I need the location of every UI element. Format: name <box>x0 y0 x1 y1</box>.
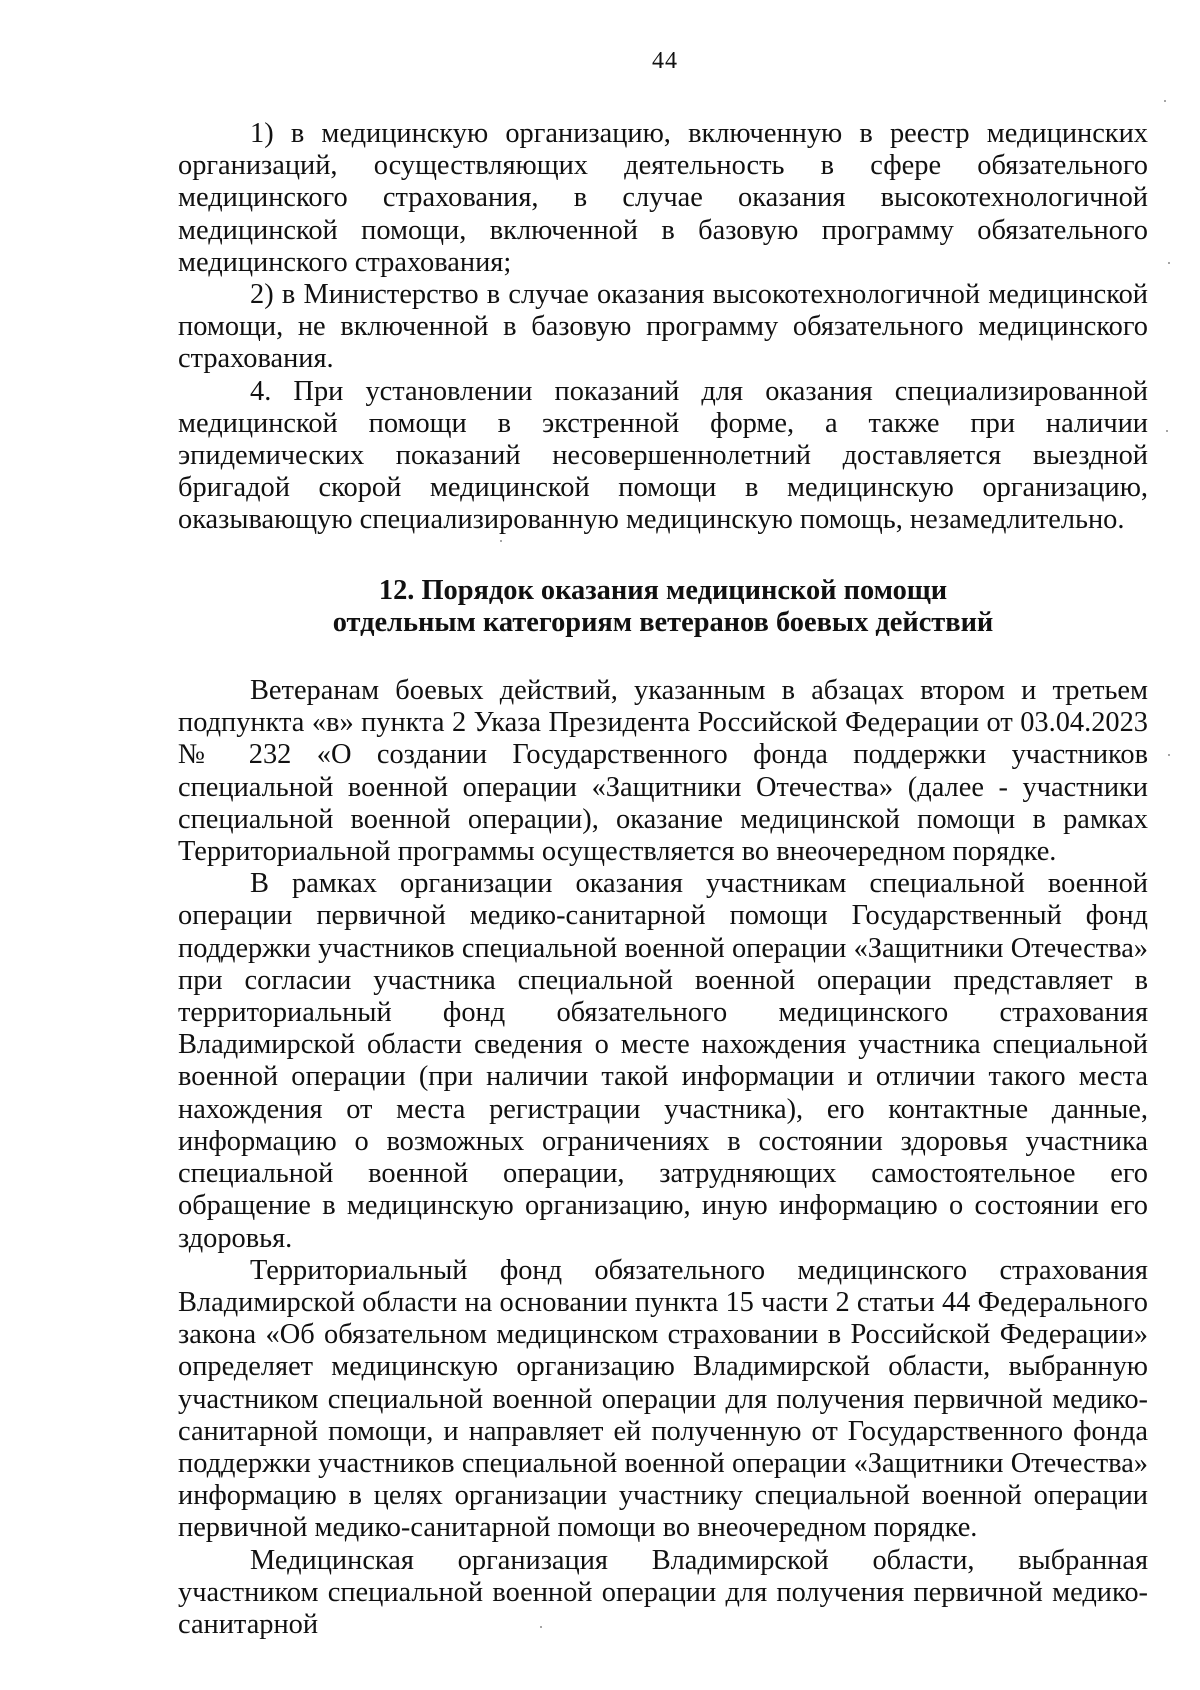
paragraph-point-4: 4. При установлении показаний для оказания специализированной медицинской помощи в экстренной форме, а также при наличии эпидемических показаний несовершеннолетний доставляется выездной бригадой скорой медицинской помощи в медицинскую организацию, оказывающую специализированную медицинскую помощь, незамедлительно. <box>178 375 1148 536</box>
section-heading <box>178 575 1148 639</box>
paragraph-territorial-fund: Территориальный фонд обязательного медицинского страхования Владимирской области на основании пункта 15 части 2 статьи 44 Федерального закона «Об обязательном медицинском страховании в Российской Федерации» определяет медицинскую организацию Владимирской области, выбранную участником специальной военной операции для получения первичной медико-санитарной помощи, и направляет ей полученную от Государственного фонда поддержки участников специальной военной операции «Защитники Отечества» информацию в целях организации участнику специальной военной операции первичной медико-санитарной помощи во внеочередном порядке. <box>178 1254 1148 1544</box>
document-body <box>178 118 1148 1641</box>
paragraph-medical-organization: Медицинская организация Владимирской области, выбранная участником специальной военной операции для получения первичной медико-санитарной <box>178 1544 1148 1640</box>
paragraph-item-1: 1) в медицинскую организацию, включенную в реестр медицинских организаций, осуществляющих деятельность в сфере обязательного медицинского страхования, в случае оказания высокотехнологичной медицинской помощи, включенной в базовую программу обязательного медицинского страхования; <box>178 118 1148 278</box>
scan-speck <box>1164 100 1166 102</box>
paragraph-item-2: 2) в Министерство в случае оказания высокотехнологичной медицинской помощи, не включенной в базовую программу обязательного медицинского страхования. <box>178 279 1148 375</box>
scan-speck <box>1168 754 1170 756</box>
scan-speck <box>500 540 502 542</box>
section-heading-line-2: отдельным категориям ветеранов боевых действий <box>332 606 994 638</box>
page-number: 44 <box>652 48 678 74</box>
paragraph-fund-info: В рамках организации оказания участникам специальной военной операции первичной медико-санитарной помощи Государственный фонд поддержки участников специальной военной операции «Защитники Отечества» при согласии участника специальной военной операции представляет в территориальный фонд обязательного медицинского страхования Владимирской области сведения о месте нахождения участника специальной военной операции (при наличии такой информации и отличии такого места нахождения от места регистрации участника), его контактные данные, информацию о возможных ограничениях в состоянии здоровья участника специальной военной операции, затрудняющих самостоятельное его обращение в медицинскую организацию, иную информацию о состоянии его здоровья. <box>178 868 1148 1254</box>
scan-speck <box>1168 262 1170 264</box>
section-heading-line-1: 12. Порядок оказания медицинской помощи <box>378 574 948 606</box>
scan-speck <box>540 1626 542 1628</box>
paragraph-veterans: Ветеранам боевых действий, указанным в абзацах втором и третьем подпункта «в» пункта 2 Указа Президента Российской Федерации от 03.04.2023 № 232 «О создании Государственного фонда поддержки участников специальной военной операции «Защитники Отечества» (далее - участники специальной военной операции), оказание медицинской помощи в рамках Территориальной программы осуществляется во внеочередном порядке. <box>178 675 1148 868</box>
scan-speck <box>1166 430 1168 432</box>
